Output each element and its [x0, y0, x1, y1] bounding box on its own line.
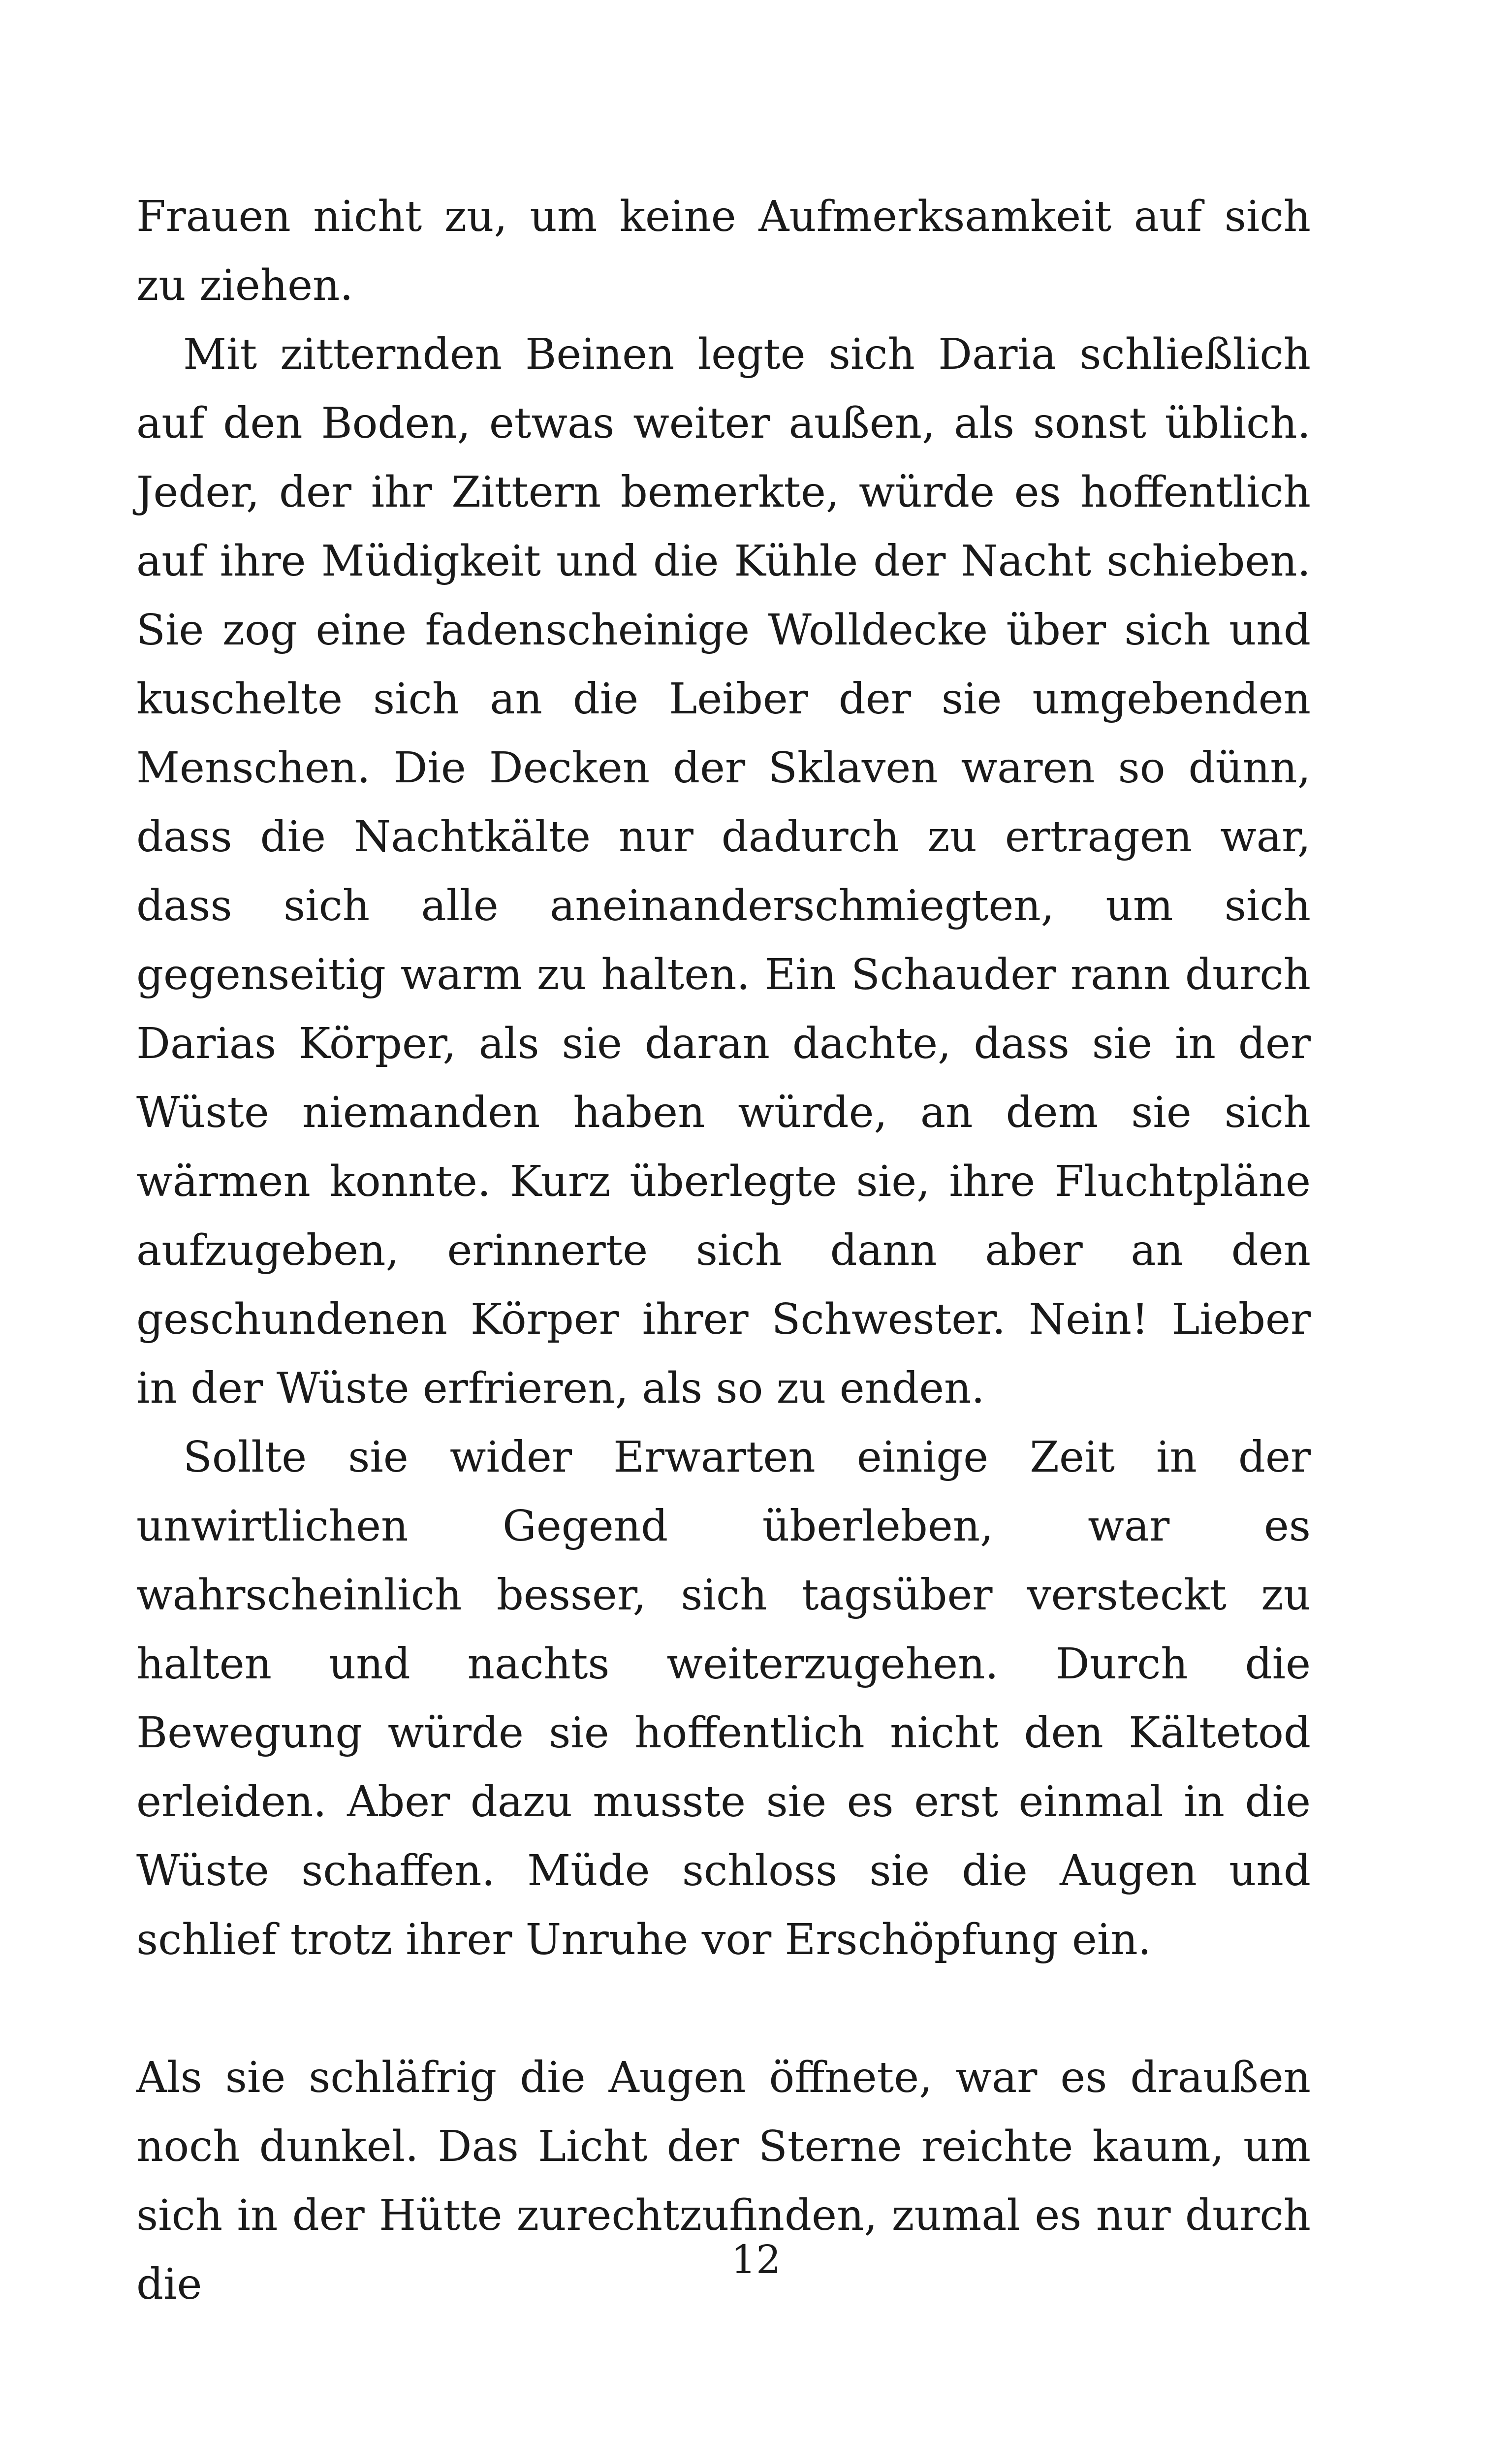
paragraph-section-start: Als sie schläfrig die Augen öffnete, war es draußen noch dunkel. Das Licht der Sterne reichte kaum, um sich in der Hütte zurechtzufinden, zumal es nur durch die: [136, 2053, 1311, 2309]
paragraph: Sollte sie wider Erwarten einige Zeit in der unwirtlichen Gegend überleben, war es wahrscheinlich besser, sich tagsüber versteckt zu halten und nachts weiterzugehen. Durch die Bewegung würde sie hoffentlich nicht den Kältetod erleiden. Aber dazu musste sie es erst einmal in die Wüste schaffen. Müde schloss sie die Augen und schlief trotz ihrer Unruhe vor Erschöpfung ein.: [136, 1433, 1311, 1964]
page-number: 12: [731, 2237, 781, 2282]
paragraph: Mit zitternden Beinen legte sich Daria schließlich auf den Boden, etwas weiter außen, als sonst üblich. Jeder, der ihr Zittern bemerkte, würde es hoffentlich auf ihre Müdigkeit und die Kühle der Nacht schieben. Sie zog eine fadenscheinige Wolldecke über sich und kuschelte sich an die Leiber der sie umgebenden Menschen. Die Decken der Sklaven waren so dünn, dass die Nachtkälte nur dadurch zu ertragen war, dass sich alle aneinanderschmiegten, um sich gegenseitig warm zu halten. Ein Schauder rann durch Darias Körper, als sie daran dachte, dass sie in der Wüste niemanden haben würde, an dem sie sich wärmen konnte. Kurz überlegte sie, ihre Fluchtpläne aufzugeben, erinnerte sich dann aber an den geschundenen Körper ihrer Schwester. Nein! Lieber in der Wüste erfrieren, als so zu enden.: [136, 330, 1311, 1413]
paragraph-continuation: Frauen nicht zu, um keine Aufmerksamkeit auf sich zu ziehen.: [136, 192, 1311, 310]
body-text: [136, 182, 1311, 2319]
section-break: [136, 1974, 1311, 2043]
